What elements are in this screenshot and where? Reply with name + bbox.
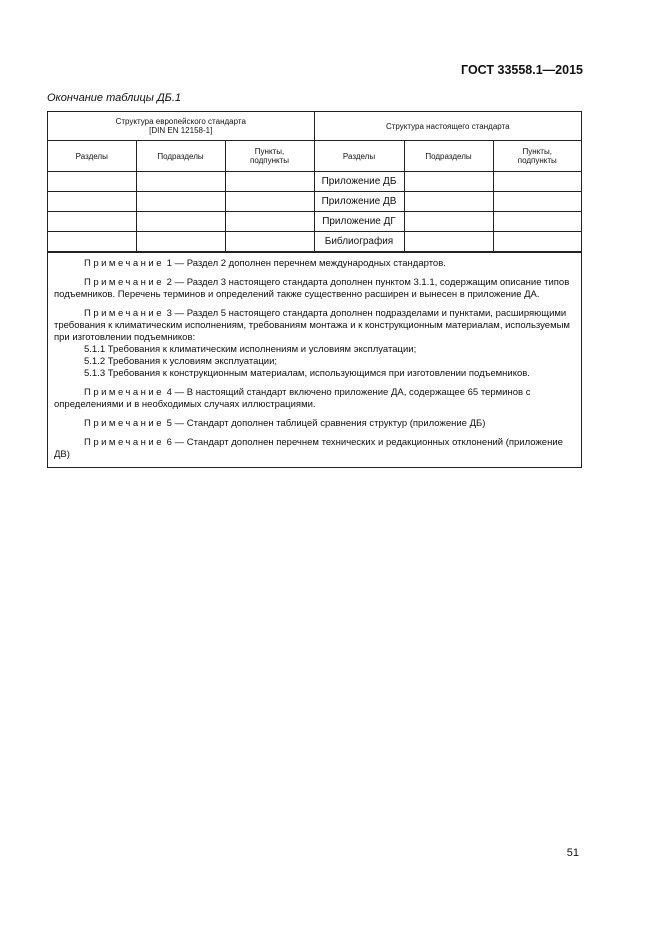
note-3-item: 5.1.3 Требования к конструкционным материалам, использующимся при изготовлении подъемников. bbox=[84, 368, 530, 379]
page-number: 51 bbox=[566, 847, 579, 859]
table-caption: Окончание таблицы ДБ.1 bbox=[47, 92, 182, 104]
note-label: Примечание bbox=[84, 387, 164, 398]
note-4 bbox=[54, 387, 575, 411]
col-sections-left: Разделы bbox=[48, 141, 136, 172]
table-cell: Приложение ДБ bbox=[314, 172, 404, 192]
table-cell bbox=[48, 212, 136, 232]
table-cell: Приложение ДВ bbox=[314, 192, 404, 212]
col-subsections-left: Подразделы bbox=[136, 141, 225, 172]
table-cell: Библиография bbox=[314, 232, 404, 252]
col-items-left-line2: подпункты bbox=[249, 156, 290, 165]
col-items-left-line1: Пункты, bbox=[254, 147, 285, 156]
note-label: Примечание bbox=[84, 437, 164, 448]
col-items-right-line1: Пункты, bbox=[522, 147, 552, 156]
col-items-right-line2: подпункты bbox=[517, 156, 557, 165]
note-2 bbox=[54, 277, 575, 301]
table-cell bbox=[225, 232, 314, 252]
table-cell bbox=[493, 212, 581, 232]
note-label: Примечание bbox=[84, 418, 164, 429]
table-row bbox=[48, 212, 581, 232]
table-cell bbox=[48, 192, 136, 212]
table-cell bbox=[48, 232, 136, 252]
table-cell bbox=[404, 212, 493, 232]
table-row bbox=[48, 192, 581, 212]
table-cell bbox=[493, 192, 581, 212]
note-number: 6 bbox=[166, 437, 172, 448]
col-sections-right: Разделы bbox=[314, 141, 404, 172]
note-number: 3 bbox=[166, 308, 172, 319]
note-label: Примечание bbox=[84, 277, 164, 288]
table-cell bbox=[225, 192, 314, 212]
comparison-table bbox=[47, 111, 582, 468]
table-cell bbox=[404, 192, 493, 212]
note-6 bbox=[54, 437, 575, 461]
note-number: 2 bbox=[166, 277, 172, 288]
note-label: Примечание bbox=[84, 258, 164, 269]
table-cell: Приложение ДГ bbox=[314, 212, 404, 232]
table-cell bbox=[225, 172, 314, 192]
table-row bbox=[48, 232, 581, 252]
note-text: — Раздел 2 дополнен перечнем международных стандартов. bbox=[174, 258, 446, 269]
col-items-right bbox=[493, 141, 581, 172]
table-cell bbox=[136, 172, 225, 192]
note-text: — Стандарт дополнен перечнем технических и редакционных отклонений (приложение ДВ) bbox=[54, 437, 563, 460]
table-cell bbox=[493, 172, 581, 192]
table-cell bbox=[136, 232, 225, 252]
note-3 bbox=[54, 308, 575, 344]
note-text: — Раздел 3 настоящего стандарта дополнен пунктом 3.1.1, содержащим описание типов подъемников. Перечень терминов и определений также существенно расширен и вынесен в приложение ДА. bbox=[54, 277, 570, 300]
note-text: — В настоящий стандарт включено приложение ДА, содержащее 65 терминов с определениями и в необходимых случаях иллюстрациями. bbox=[54, 387, 531, 410]
table-row bbox=[48, 172, 581, 192]
table-cell bbox=[136, 192, 225, 212]
note-3-item: 5.1.2 Требования к условиям эксплуатации; bbox=[84, 356, 278, 367]
col-items-left bbox=[225, 141, 314, 172]
note-text: — Стандарт дополнен таблицей сравнения структур (приложение ДБ) bbox=[174, 418, 486, 429]
table-cell bbox=[225, 212, 314, 232]
document-id: ГОСТ 33558.1—2015 bbox=[461, 63, 583, 77]
note-number: 1 bbox=[166, 258, 172, 269]
note-1 bbox=[54, 258, 575, 270]
european-standard-title: Структура европейского стандарта bbox=[115, 117, 246, 126]
table-cell bbox=[48, 172, 136, 192]
table-cell bbox=[404, 172, 493, 192]
table-cell bbox=[136, 212, 225, 232]
this-standard-header: Структура настоящего стандарта bbox=[314, 112, 581, 141]
european-standard-code: [DIN EN 12158-1] bbox=[149, 126, 213, 135]
note-number: 4 bbox=[166, 387, 172, 398]
notes-block bbox=[48, 252, 581, 467]
col-subsections-right: Подразделы bbox=[404, 141, 493, 172]
table-cell bbox=[493, 232, 581, 252]
note-5 bbox=[54, 418, 575, 430]
note-3-item: 5.1.1 Требования к климатическим исполнениям и условиям эксплуатации; bbox=[84, 344, 417, 355]
european-standard-header bbox=[48, 112, 314, 141]
table-cell bbox=[404, 232, 493, 252]
note-number: 5 bbox=[166, 418, 172, 429]
note-label: Примечание bbox=[84, 308, 164, 319]
note-text: — Раздел 5 настоящего стандарта дополнен подразделами и пунктами, расширяющими требования к климатическим исполнениям, требованиям монтажа и к конструкционным материалам, используемым при изготовлении подъемников: bbox=[54, 308, 570, 343]
